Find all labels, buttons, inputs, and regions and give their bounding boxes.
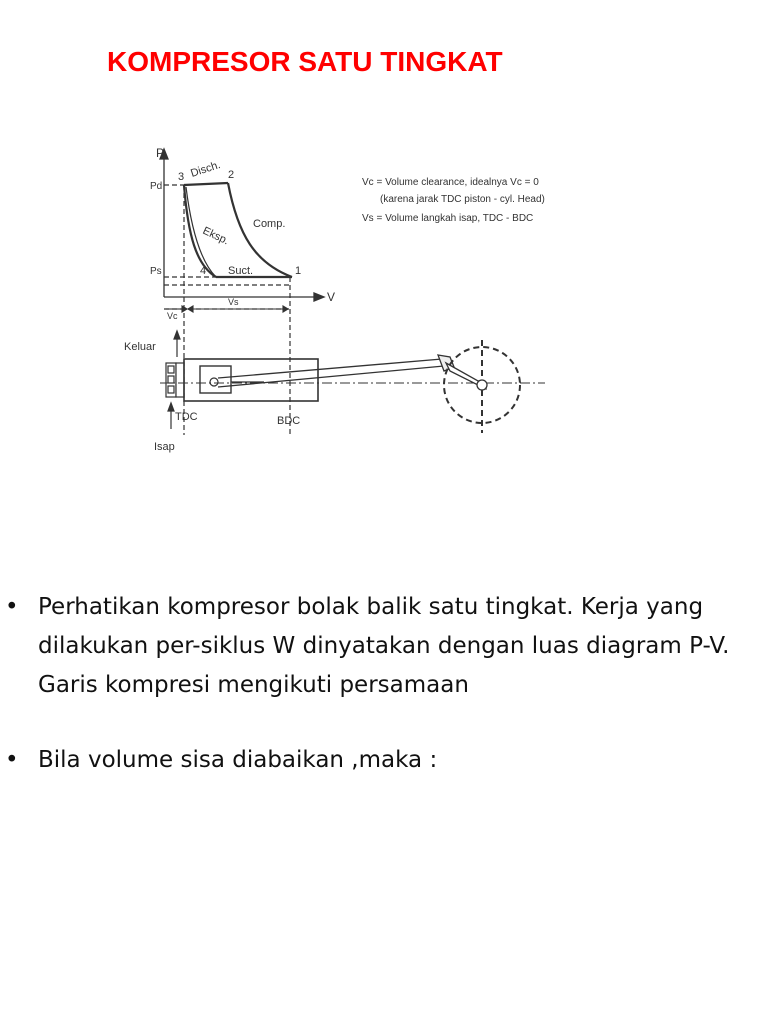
vc-label: Vc — [167, 311, 178, 321]
bdc-label: BDC — [277, 415, 301, 427]
bullet-dot: • — [5, 594, 19, 620]
cylinder-valves — [166, 363, 184, 397]
comp-label: Comp. — [253, 218, 286, 230]
bullet-list — [0, 588, 768, 816]
point-1-label: 1 — [295, 265, 302, 277]
ps-label: Ps — [150, 266, 162, 277]
axis-p-label: P — [156, 146, 165, 160]
pv-axes — [160, 149, 324, 301]
bullet-dot: • — [5, 747, 19, 773]
isap-arrow — [168, 403, 174, 429]
volume-dimensions — [166, 306, 288, 312]
legend-vc: Vc = Volume clearance, idealnya Vc = 0 — [362, 177, 539, 188]
compression-curve — [228, 183, 292, 277]
slide-title: KOMPRESOR SATU TINGKAT — [107, 46, 503, 77]
bullet-text: Perhatikan kompresor bolak balik satu tingkat. Kerja yang dilakukan per-siklus W dinyatakan dengan luas diagram P-V. Garis kompresi mengikuti persamaan — [38, 594, 730, 698]
compressor-pv-diagram — [120, 135, 560, 465]
discharge-line — [184, 183, 228, 185]
isap-label: Isap — [154, 441, 175, 453]
bullet-text: Bila volume sisa diabaikan ,maka : — [38, 747, 438, 773]
bullet-item — [0, 588, 768, 705]
point-4-label: 4 — [200, 265, 207, 277]
pd-label: Pd — [150, 181, 163, 192]
point-3-label: 3 — [178, 171, 185, 183]
axis-v-label: V — [327, 290, 336, 304]
legend-vc-note: (karena jarak TDC piston - cyl. Head) — [380, 194, 545, 205]
keluar-arrow — [174, 331, 180, 357]
keluar-label: Keluar — [124, 341, 156, 353]
disch-label: Disch. — [189, 158, 222, 180]
eksp-label: Eksp. — [200, 224, 231, 248]
suct-label: Suct. — [228, 265, 254, 277]
vs-label: Vs — [228, 297, 239, 307]
pv-cycle — [184, 183, 292, 277]
diagram-legend — [362, 177, 545, 224]
point-2-label: 2 — [228, 169, 235, 181]
bullet-item — [0, 741, 768, 780]
piston-pin — [210, 378, 218, 386]
tdc-label: TDC — [175, 411, 198, 423]
legend-vs: Vs = Volume langkah isap, TDC - BDC — [362, 213, 534, 224]
